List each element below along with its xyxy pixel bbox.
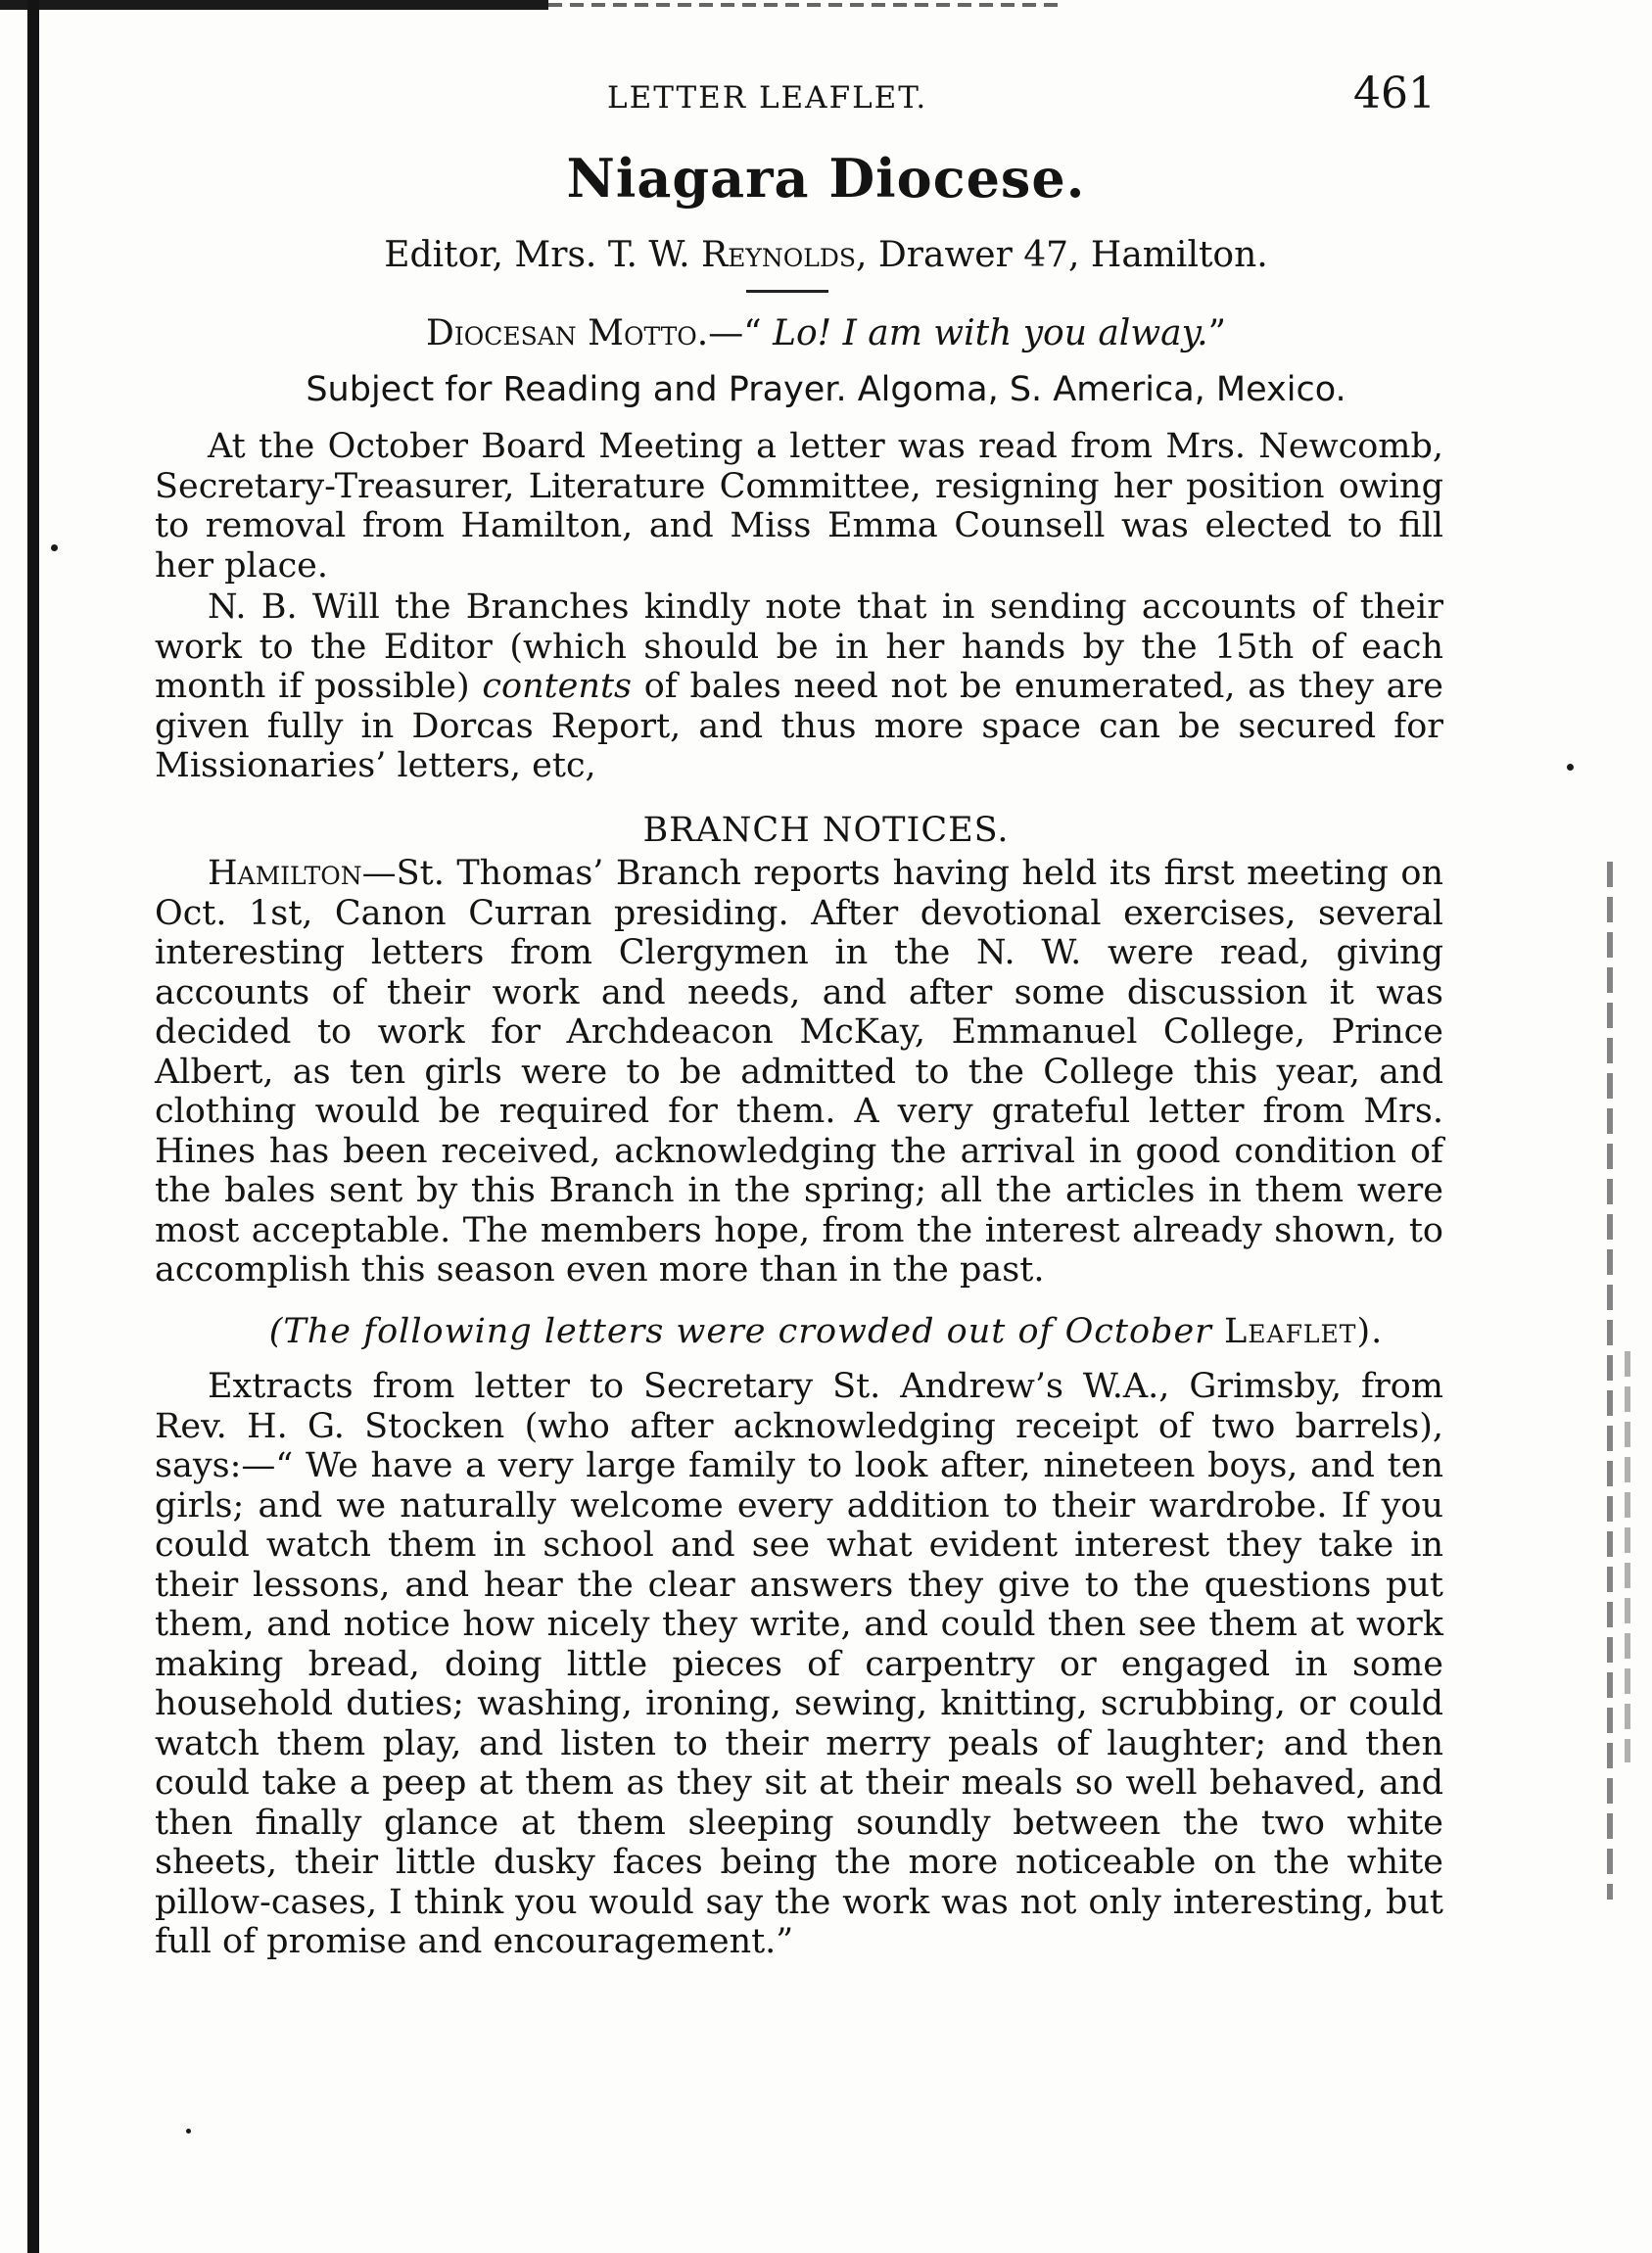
motto-close: ”: [1207, 313, 1226, 353]
nb-italic-word: contents: [482, 667, 632, 706]
scan-top-rule: [0, 0, 1058, 14]
crowded-note-leaflet: Leaflet: [1224, 1312, 1357, 1351]
motto-text: Lo! I am with you alway.: [773, 313, 1208, 353]
branch-notices-heading: BRANCH NOTICES.: [642, 811, 1010, 850]
crowded-note-close: ).: [1356, 1312, 1384, 1351]
scan-speck: [1567, 764, 1574, 771]
scan-speck: [51, 544, 58, 551]
section-divider: [746, 290, 828, 293]
nb-paragraph: [155, 587, 1443, 786]
hamilton-text: —St. Thomas’ Branch reports having held its first meeting on Oct. 1st, Canon Curran presiding. After devotional exercises, several interesting letters from Clergymen in the N. W. were read, giving accounts of their work and needs, and after some discussion it was decided to work for Archdeacon McKay, Emmanuel College, Prince Albert, as ten girls were to be admitted to the College this year, and clothing would be required for them. A very grateful letter from Mrs. Hines has been received, acknowledging the arrival in good condition of the bales sent by this Branch in the spring; all the articles in them were most acceptable. The members hope, from the interest already shown, to accomplish this season even more than in the past.: [155, 854, 1443, 1290]
crowded-note-italic: (The following letters were crowded out of October: [268, 1312, 1225, 1351]
editor-prefix: Editor, Mrs. T. W.: [384, 235, 702, 275]
page-number: 461: [1353, 69, 1436, 118]
stocken-letter-extract: Extracts from letter to Secretary St. Andrew’s W.A., Grimsby, from Rev. H. G. Stocken (who after acknowledging receipt of two barrels), says:—“ We have a very large family to look after, nineteen boys, and ten girls; and we naturally welcome every addition to their wardrobe. If you could watch them in school and see what evident interest they take in their lessons, and hear the clear answers they give to the questions put them, and notice how nicely they write, and could then see them at work making bread, doing little pieces of carpentry or engaged in some household duties; washing, ironing, sewing, knitting, scrubbing, or could watch them play, and listen to their merry peals of laughter; and then could take a peep at them as they sit at their meals so well behaved, and then finally glance at them sleeping soundly between the two white sheets, their little dusky faces being the more noticeable on the white pillow-cases, I think you would say the work was not only interesting, but full of promise and encouragement.”: [155, 1367, 1443, 1961]
running-head: LETTER LEAFLET.: [607, 80, 928, 116]
nb-text-end: of bales need not be enumerated, as they are given fully in Dorcas Report, and thus more space can be secured for Missionaries’ letters, etc,: [155, 667, 1443, 785]
motto-dash: .—“: [696, 313, 774, 353]
board-meeting-paragraph: At the October Board Meeting a letter was read from Mrs. Newcomb, Secretary-Treasurer, Literature Committee, resigning her position owing to removal from Hamilton, and Miss Emma Counsell was elected to fill her place.: [155, 427, 1443, 586]
scan-right-edge-marks-outer: [1625, 1351, 1630, 1762]
editor-suffix: , Drawer 47, Hamilton.: [856, 235, 1268, 275]
editor-line: [0, 235, 1652, 275]
scan-top-thick-bar: [0, 0, 548, 10]
hamilton-place: Hamilton: [208, 854, 362, 893]
nb-text-start: N. B. Will the Branches kindly note that in sending accounts of their work to the Editor (which should be in her hands by the 15th of each month if possible): [155, 587, 1443, 706]
scan-top-dashed-bar: [548, 3, 1058, 7]
diocesan-motto: [0, 313, 1652, 353]
motto-label: Diocesan Motto: [426, 313, 697, 353]
crowded-out-note: [0, 1312, 1652, 1351]
scan-right-edge-marks: [1607, 862, 1613, 1900]
scan-speck: [186, 2129, 191, 2134]
hamilton-notice: [155, 854, 1443, 1291]
subject-line: Subject for Reading and Prayer. Algoma, S. America, Mexico.: [306, 370, 1346, 409]
diocese-title: Niagara Diocese.: [566, 147, 1086, 210]
editor-name: Reynolds: [701, 235, 857, 275]
